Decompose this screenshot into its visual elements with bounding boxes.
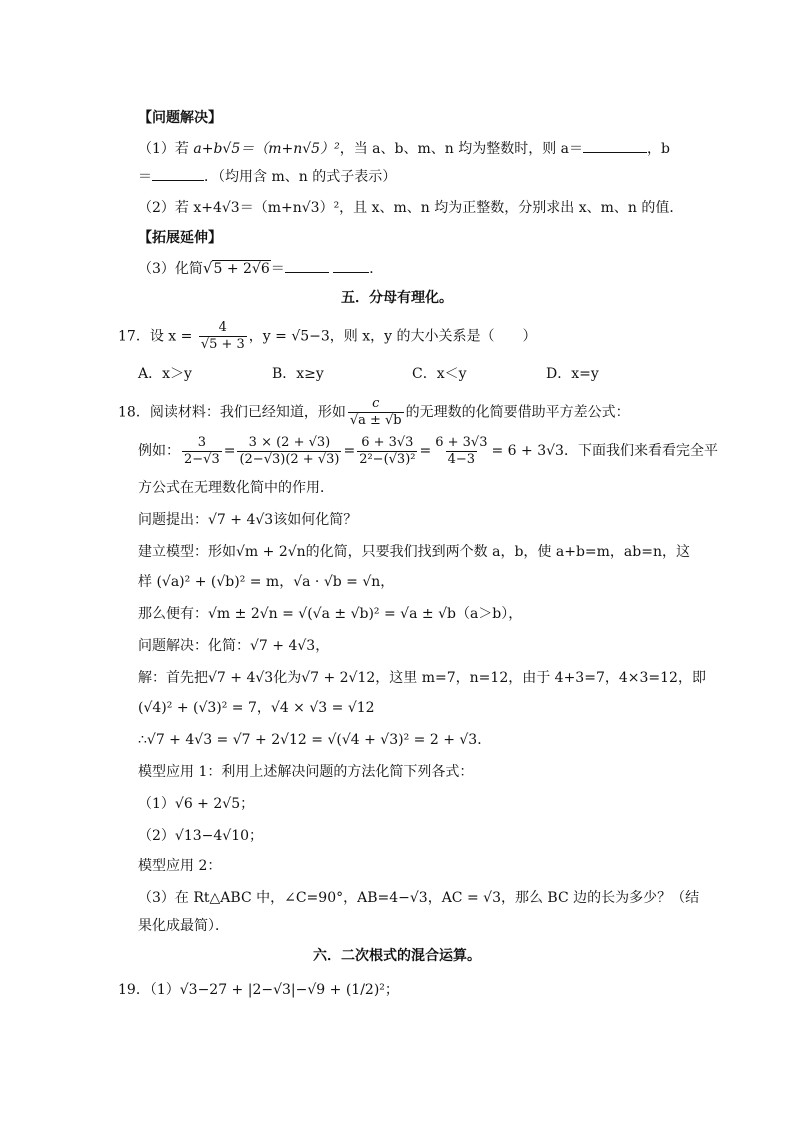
q1-line2-eq: ＝	[138, 169, 152, 185]
q1-line-2	[138, 166, 396, 187]
example-fraction-2: $\frac{3 \times (2 + √3)}{(2-√3)(2 + √3)}$	[239, 434, 340, 467]
p18-intro-fraction: $\frac{c}{√a \pm √b}$	[349, 396, 402, 428]
example-fraction-4: $\frac{6 + 3√3}{4-3}$	[435, 434, 488, 467]
q3-suffix: ＝	[270, 261, 285, 277]
p18-solution-1: 解：首先把√7 + 4√3化为√7 + 2√12，这里 m=7，n=12，由于 4+3=7，4×3=12，即	[138, 670, 706, 686]
q3-prefix: （3）化简	[138, 261, 203, 277]
q3-end: ．	[369, 261, 384, 277]
p18-question: 问题提出：√7 + 4√3该如何化简？	[138, 512, 358, 528]
q3-line	[138, 258, 383, 279]
problem-17	[118, 320, 537, 353]
problem-19	[118, 980, 399, 1000]
option-c[interactable]: C．x＜y	[412, 366, 467, 382]
example-label: 例如：	[138, 443, 180, 459]
option-d[interactable]: D．x=y	[546, 366, 599, 382]
answer-blank-q3-b[interactable]	[333, 258, 369, 273]
heading-section-5: 五．分母有理化。	[341, 290, 453, 306]
p17-text-b: ，y = √5−3，则 x，y 的大小关系是（ ）	[248, 328, 537, 345]
p18-application-1-ii: （2）√13−4√10；	[138, 828, 264, 844]
q2-line: （2）若 x+4√3＝（m+n√3）²，且 x、m、n 均为正整数，分别求出 x、m、n 的值．	[138, 200, 684, 216]
p18-model-1: 建立模型：形如√m + 2√n的化简，只要我们找到两个数 a，b，使 a+b=m，ab=n，这	[138, 544, 690, 560]
q1-cond: ，当 a、b、m、n 均为整数时，则 a＝	[339, 141, 584, 157]
p18-solution-3: ∴√7 + 4√3 = √7 + 2√12 = √(√4 + √3)² = 2 + √3．	[138, 732, 492, 748]
p18-application-1: 模型应用 1：利用上述解决问题的方法化简下列各式：	[138, 764, 474, 780]
option-b[interactable]: B．x≥y	[272, 366, 324, 382]
heading-section-6: 六．二次根式的混合运算。	[313, 948, 481, 964]
q3-radical: √5 + 2√6	[202, 259, 270, 277]
answer-blank-q3-a[interactable]	[285, 258, 329, 273]
section-problem-solving: 【问题解决】	[138, 110, 222, 126]
p18-example-line-2: 方公式在无理数化简中的作用．	[138, 480, 334, 496]
answer-blank-a[interactable]	[583, 138, 647, 153]
problem-number: 19．	[118, 982, 150, 998]
p18-solve: 问题解决：化简：√7 + 4√3，	[138, 638, 330, 654]
q1-b-part: ，b	[647, 141, 670, 157]
p18-example: 例如： $\frac{3}{2-√3}$ = $\frac{3 \times (2 + √3)}{(2-√3)(2 + √3)}$ = $\frac{6 + 3√3}{\text{2²−(√3)²}}$ = $\frac{6 + 3√3}{4-3}$ = 6 + 3√3．下面我们来看看完全平	[138, 434, 718, 467]
p17-text-a: 设 x =	[149, 328, 197, 345]
p18-model-3: 那么便有：√m ± 2√n = √(√a ± √b)² = √a ± √b（a＞b），	[138, 606, 523, 622]
answer-blank-b[interactable]	[152, 166, 204, 181]
example-fraction-1: $\frac{3}{2-√3}$	[184, 434, 220, 467]
p18-intro-b: 的无理数的化简要借助平方差公式：	[405, 404, 630, 421]
p18-application-2-question: （3）在 Rt△ABC 中，∠C=90°，AB=4−√3，AC = √3，那么 BC 边的长为多少？（结	[138, 890, 700, 906]
q1-prefix: （1）若	[138, 141, 189, 157]
p18-application-2: 模型应用 2：	[138, 858, 222, 874]
option-a[interactable]: A．x＞y	[138, 366, 192, 382]
q1-expr: a+b√5＝（m+n√5）²	[193, 141, 340, 157]
problem-number: 18．	[118, 404, 150, 421]
p17-fraction: $\frac{4}{√5 + 3}$	[200, 320, 245, 352]
problem-18-intro	[118, 396, 630, 429]
p19-text: （1）√3−27 + |2−√3|−√9 + (1/2)²；	[149, 982, 399, 998]
q1-line2-note: ．（均用含 m、n 的式子表示）	[204, 169, 397, 185]
p18-model-2: 样 (√a)² + (√b)² = m，√a · √b = √n，	[138, 574, 395, 590]
p18-intro-a: 阅读材料：我们已经知道，形如	[149, 404, 346, 421]
p18-solution-2: (√4)² + (√3)² = 7，√4 × √3 = √12	[138, 700, 375, 716]
p18-application-2-question-2: 果化成最简）．	[138, 918, 229, 934]
section-extension: 【拓展延伸】	[138, 230, 222, 246]
problem-number: 17．	[118, 328, 150, 345]
example-fraction-3: $\frac{6 + 3√3}{\text{2²−(√3)²}}$	[359, 434, 416, 467]
example-result: = 6 + 3√3．下面我们来看看完全平	[491, 443, 718, 459]
p18-application-1-i: （1）√6 + 2√5；	[138, 796, 255, 812]
q1-line	[138, 138, 670, 159]
